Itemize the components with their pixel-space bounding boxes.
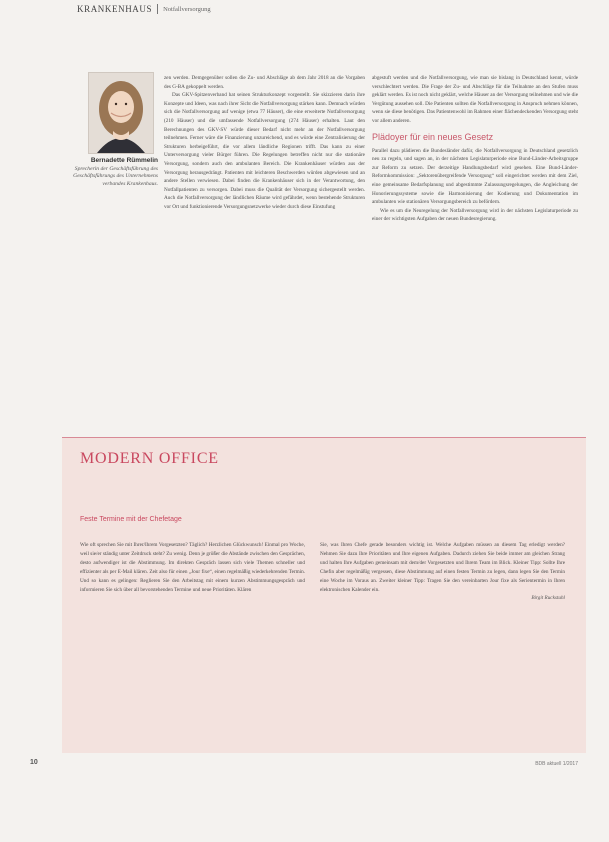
article-paragraph: Parallel dazu plädieren die Bundesländer dafür, die Notfallversorgung in Deutschland gesetzlich neu zu regeln, und sagen an, in der nächsten Legislaturperiode eine Bund-Länder-Arbeitsgruppe zur Reform zu setzen. Der derzeitige Handlungsbedarf wird gesehen. Eine Bund-Länder-Reformkommission: „Sektorenübergreifende Versorgung“ soll eingerichtet werden mit dem Ziel, eine gemeinsame Bedarfsplanung und abgestimmte Zulassungsregelungen, die Angleichung der Honorierungssysteme sowie die Harmonisierung der Kodierung und Dokumentation im ambulanten wie stationären Versorgungsbereich zu befördern.: [372, 147, 578, 206]
page-number: 10: [30, 759, 38, 766]
box-title: MODERN OFFICE: [80, 450, 219, 467]
author-bio: Sprecherin der Geschäftsführung des Geschäftsführungs des Unternehmens verbandes Krankenhaus.: [73, 166, 158, 187]
article-subheading: Plädoyer für ein neues Gesetz: [372, 131, 494, 142]
box-paragraph: Sie, was Ihren Chefe gerade besonders wichtig ist. Welche Aufgaben müssen an diesem Tag erledigt werden? Nehmen Sie dazu Ihre Prioritäten und Ihre eigenen Aufgaben. Dadurch ziehen Sie beide immer am gleichen Strang und halten Ihre Aufgaben gemeinsam mit dem/der Vorgesetzten und Ihrem Team im Blick. Kleiner Tipp: Sollte Ihre Chefin aber regelmäßig vergessen, diese Abstimmung auf einen festen Termin zu legen, dann legen Sie den Termin eine Woche im Voraus an. Zweiter kleiner Tipp: Tragen Sie den vereinbarten Jour fixe als Serientermin in Ihren elektronischen Kalender ein.: [320, 542, 565, 593]
box-signature: Birgit Ruckstuhl: [531, 595, 565, 602]
article-column-right: [372, 74, 578, 224]
magazine-name: KRANKENHAUS: [77, 4, 153, 14]
modern-office-box: [62, 437, 586, 753]
article-paragraph: abgestuft werden und die Notfallversorgung, wie man sie bislang in Deutschland kennt, würde verschlechtert werden. Die Frage der Zu- und Abschläge für die Teilnahme an den Stufen muss geklärt werden. Es ist noch nicht geklärt, welche Häuser an der Versorgung teilnehmen und wie die Vergütung aussehen soll. Die Patienten sollten die Notfallversorgung in Anspruch nehmen können, wenn sie diese benötigen. Das Patientenwohl im Rahmen einer flächendeckenden Versorgung steht vor allem anderen.: [372, 75, 578, 124]
author-name: Bernadette Rümmelin: [90, 157, 158, 164]
article-paragraph: zen werden. Demgegenüber sollen die Zu- und Abschläge ab dem Jahr 2018 an die Vorgaben des G-BA gekoppelt werden.: [164, 75, 365, 90]
portrait-image: [89, 73, 153, 153]
footer-magazine: BDB aktuell 1/2017: [535, 761, 578, 767]
header-separator: [157, 4, 158, 14]
article-paragraph: Wie es um die Neuregelung der Notfallversorgung wird in der nächsten Legislaturperiode zu einer der wichtigsten Aufgaben der neuen Bundesregierung.: [372, 207, 578, 223]
box-subtitle: Feste Termine mit der Chefetage: [80, 516, 182, 523]
box-column-right: [320, 541, 565, 603]
article-column-middle: [164, 74, 365, 212]
box-paragraph: Wie oft sprechen Sie mit Ihrer/Ihrem Vorgesetzten? Täglich? Herzlichen Glückwunsch! Einmal pro Woche, weil sie/er ständig unter Zeitdruck steht? Zu wenig. Denn je größer die Abstände zwischen den Gesprächen, desto aufwendiger ist die Abstimmung. Im direkten Gespräch lassen sich viele Themen schneller und effizienter als per E-Mail klären. Zeit also für einen „Jour fixe“, einen regelmäßig wiederkehrenden Termin. Und so kann es gelingen: Reglieren Sie den Arbeitstag mit einem kurzen Abstimmungsgespräch und informieren Sie sich über all bevorstehenden Termine und neue Prioritäten. Klären: [80, 542, 305, 593]
box-column-left: [80, 541, 305, 594]
section-name: Notfallversorgung: [163, 5, 211, 13]
author-portrait: [88, 72, 154, 154]
article-paragraph: Das GKV-Spitzenverband hat seinen Strukturkonzept vorgestellt. Sie skizzieren darin ihre Konzepte und Ideen, was nach ihrer Sicht die Notfallversorgung stärken kann. Demnach würden sich die Notfallversorgung auf wenige (etwa 77 Häuser), die eine erweiterte Notfallversorgung (210 Häuser) und die umfassende Notfallversorgung (274 Häuser) erhalten. Laut den Berechnungen des GKV-SV würde dieser Bedarf nicht mehr an der Notfallversorgung teilnehmen. Ferner wäre die Finanzierung unzureichend, und es würde eine Zentralisierung der Strukturen herbeigeführt, die vor allem ländliche Regionen trifft. Das kann zu einer Unterversorgung vieler Bürger führen. Die Regelungen betreffen nicht nur die stationäre Versorgung, sondern auch den ambulanten Bereich. Die Krankenhäuser würden aus der Versorgung herausgedrängt. Patienten mit leichteren Beschwerden würden abgewiesen und an andere Stellen verwiesen. Dabei finden die Krankenhäuser sich in der Verantwortung, den Notfallpatienten zu versorgen. Dabei muss die Qualität der Versorgung sichergestellt werden. Auch die Notfallversorgung der ländlichen Räume wird gefährdet, wenn bestehende Strukturen vor Ort und funktionierende Versorgungsnetzwerke wieder durch diese Einstufung: [164, 92, 365, 210]
running-header: [77, 4, 589, 14]
